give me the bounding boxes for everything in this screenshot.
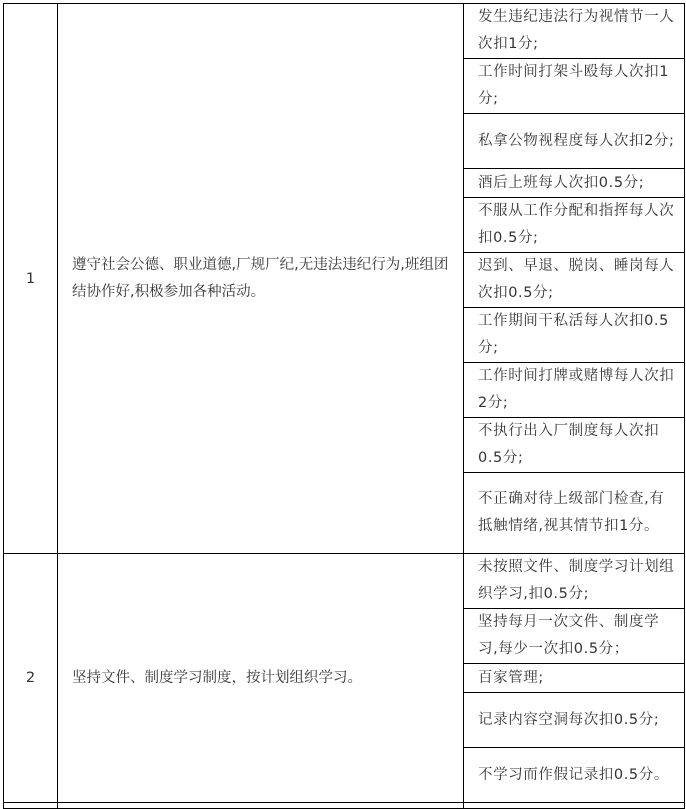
rules-table	[3, 3, 685, 809]
deduction-item: 未按照文件、制度学习计划组织学习,扣0.5分;	[464, 554, 685, 609]
deduction-item: 酒后上班每人次扣0.5分;	[464, 169, 685, 198]
deduction-item: 迟到、早退、脱岗、睡岗每人次扣0.5分;	[464, 253, 685, 308]
deduction-item: 坚持每月一次文件、制度学习,每少一次扣0.5分；	[464, 609, 685, 664]
empty-cell	[58, 803, 464, 809]
deduction-item: 百家管理;	[464, 664, 685, 693]
row-index: 1	[4, 4, 58, 554]
deduction-item: 工作期间干私活每人次扣0.5分;	[464, 308, 685, 363]
deduction-item: 不服从工作分配和指挥每人次扣0.5分;	[464, 198, 685, 253]
table-row	[4, 554, 685, 609]
deduction-item: 私拿公物视程度每人次扣2分;	[464, 114, 685, 169]
empty-cell	[464, 803, 685, 809]
requirement-cell: 遵守社会公德、职业道德,厂规厂纪,无违法违纪行为,班组团结协作好,积极参加各种活动。	[58, 4, 464, 554]
deduction-item: 不学习而作假记录扣0.5分。	[464, 748, 685, 803]
deduction-item: 工作时间打牌或赌博每人次扣2分;	[464, 363, 685, 418]
empty-cell	[4, 803, 58, 809]
requirement-cell: 坚持文件、制度学习制度，按计划组织学习。	[58, 554, 464, 803]
table-row-stub	[4, 803, 685, 809]
table-row	[4, 4, 685, 59]
deduction-item: 不正确对待上级部门检查,有抵触情绪,视其情节扣1分。	[464, 473, 685, 554]
row-index: 2	[4, 554, 58, 803]
deduction-item: 发生违纪违法行为视情节一人次扣1分;	[464, 4, 685, 59]
deduction-item: 工作时间打架斗殴每人次扣1分;	[464, 59, 685, 114]
deduction-item: 不执行出入厂制度每人次扣0.5分;	[464, 418, 685, 473]
deduction-item: 记录内容空洞每次扣0.5分;	[464, 693, 685, 748]
